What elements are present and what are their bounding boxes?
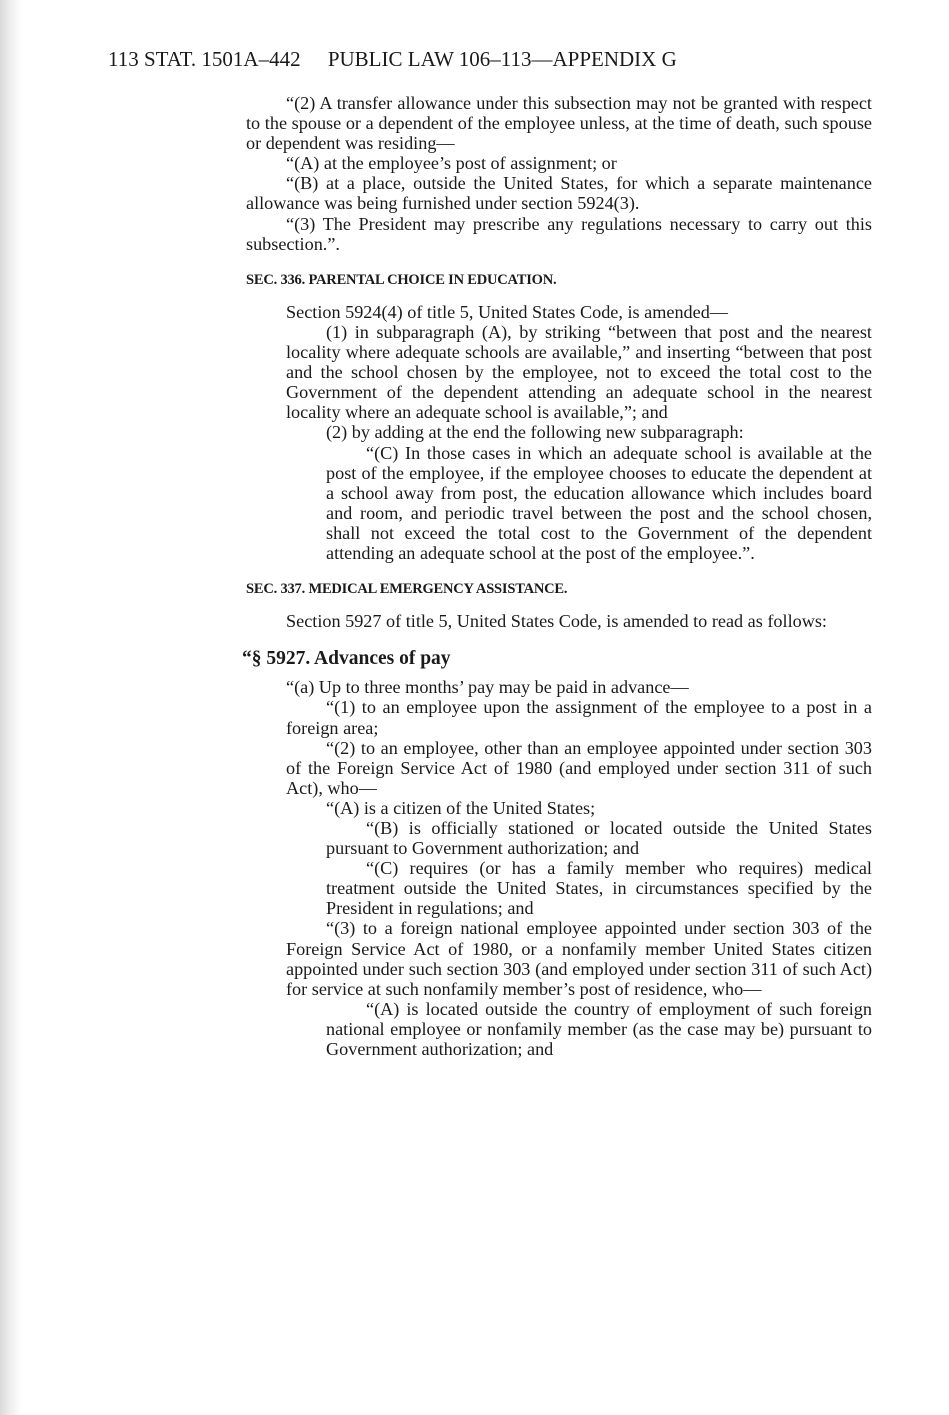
section-5927-a-1: “(1) to an employee upon the assignment of the employee to a post in a foreign area; — [286, 697, 872, 738]
section-336-subparagraph-c: “(C) In those cases in which an adequate school is available at the post of the employee, if the employee chooses to educate the dependent at a school away from post, the education allowance which includes board and room, and periodic travel between the post and the school chosen, shall not exceed the total cost to the Government of the dependent attending an adequate school at the post of the employee.”. — [326, 442, 872, 563]
stat-citation: 113 STAT. 1501A–442 — [108, 47, 301, 71]
section-5927-a: “(a) Up to three months’ pay may be paid in advance— — [286, 677, 689, 698]
subparagraph-b: “(B) at a place, outside the United States, for which a separate maintenance allowance was being furnished under section 5924(3). — [246, 173, 872, 214]
section-336-item-1: (1) in subparagraph (A), by striking “between that post and the nearest locality where adequate schools are available,” and inserting “between that post and the school chosen by the employee, not to exceed the total cost to the Government of the dependent attending an adequate school in the nearest locality where an adequate school is available,”; and — [286, 321, 872, 423]
paragraph-transfer-allowance: “(2) A transfer allowance under this subsection may not be granted with respect to the spouse or a dependent of the employee unless, at the time of death, such spouse or dependent was residing— — [246, 93, 872, 154]
scan-edge-shadow — [0, 0, 22, 1415]
section-5927-a-2-b: “(B) is officially stationed or located outside the United States pursuant to Government authorization; and — [326, 818, 872, 859]
section-337-intro: Section 5927 of title 5, United States Code, is amended to read as follows: — [286, 611, 827, 632]
section-337-heading: SEC. 337. MEDICAL EMERGENCY ASSISTANCE. — [246, 581, 568, 598]
document-body — [242, 93, 872, 1060]
section-5927-a-2-a: “(A) is a citizen of the United States; — [326, 797, 596, 818]
section-5927-title: “§ 5927. Advances of pay — [242, 648, 451, 670]
section-336-item-2: (2) by adding at the end the following new subparagraph: — [326, 422, 744, 443]
section-336-intro: Section 5924(4) of title 5, United States Code, is amended— — [286, 301, 728, 322]
page-header — [108, 46, 868, 72]
subparagraph-a: “(A) at the employee’s post of assignment; or — [286, 153, 617, 174]
section-336-heading: SEC. 336. PARENTAL CHOICE IN EDUCATION. — [246, 271, 557, 288]
section-5927-a-3: “(3) to a foreign national employee appointed under section 303 of the Foreign Service Act of 1980, or a nonfamily member United States citizen appointed under such section 303 (and employed under section 311 of such Act) for service at such nonfamily member’s post of residence, who— — [286, 918, 872, 999]
section-5927-a-3-a: “(A) is located outside the country of employment of such foreign national employee or nonfamily member (as the case may be) pursuant to Government authorization; and — [326, 998, 872, 1060]
section-5927-a-2-c: “(C) requires (or has a family member who requires) medical treatment outside the United States, in circumstances specified by the President in regulations; and — [326, 858, 872, 919]
law-title: PUBLIC LAW 106–113—APPENDIX G — [327, 47, 677, 71]
section-5927-a-2: “(2) to an employee, other than an employee appointed under section 303 of the Foreign Service Act of 1980 (and employed under section 311 of such Act), who— — [286, 737, 872, 798]
paragraph-regulations: “(3) The President may prescribe any regulations necessary to carry out this subsection.”. — [246, 213, 872, 254]
